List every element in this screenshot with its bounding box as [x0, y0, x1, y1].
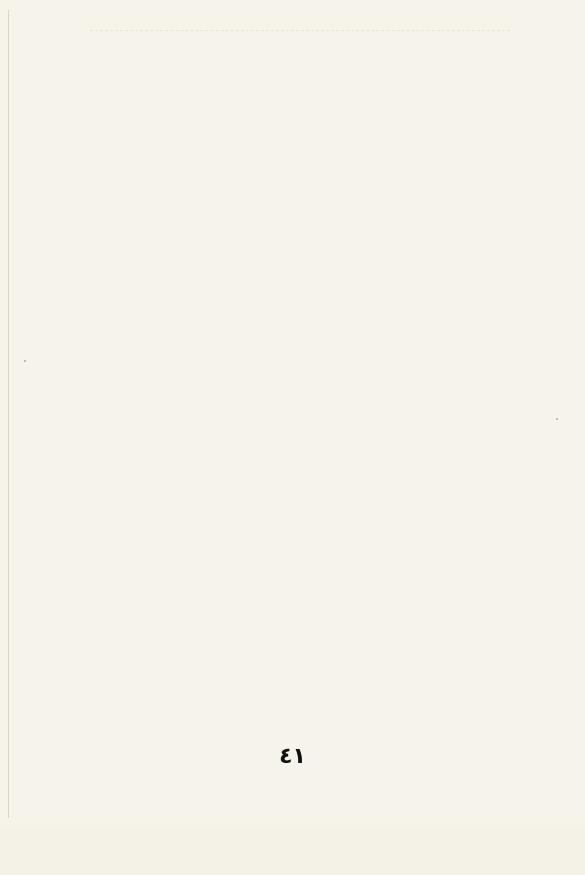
text-line [71, 236, 521, 255]
paragraph [71, 67, 521, 387]
text-line [71, 593, 521, 612]
page-number: ٤١ [0, 744, 585, 769]
text-line [71, 86, 521, 105]
text-line [71, 631, 521, 650]
text-line [71, 725, 521, 744]
text-line [71, 499, 521, 518]
paragraph [71, 387, 521, 669]
text-line [71, 67, 521, 86]
faint-header-trace [90, 30, 510, 41]
text-line [71, 612, 521, 631]
text-line [71, 274, 521, 293]
text-line [71, 819, 521, 838]
text-line [71, 368, 521, 387]
text-line [71, 575, 521, 594]
text-line [71, 687, 521, 706]
text-line [71, 255, 521, 274]
text-line [71, 781, 521, 800]
text-line [71, 669, 521, 688]
text-line [71, 217, 521, 236]
paragraph [71, 669, 521, 875]
text-line [71, 424, 521, 443]
text-line [71, 142, 521, 161]
text-line [71, 650, 521, 669]
text-line [71, 161, 521, 180]
text-line [71, 330, 521, 349]
text-line [71, 180, 521, 199]
text-line [71, 537, 521, 556]
text-line [71, 293, 521, 312]
text-line [71, 706, 521, 725]
text-line [71, 105, 521, 124]
text-line [71, 556, 521, 575]
text-line [71, 311, 521, 330]
text-line [71, 349, 521, 368]
text-line [71, 481, 521, 500]
text-line [71, 838, 521, 857]
text-line [71, 443, 521, 462]
text-line [71, 405, 521, 424]
text-line [71, 123, 521, 142]
text-line [71, 518, 521, 537]
text-line [71, 387, 521, 406]
text-line [71, 856, 521, 875]
text-line [71, 800, 521, 819]
text-line [71, 462, 521, 481]
text-line [71, 199, 521, 218]
scan-speck [24, 360, 26, 362]
scan-speck [556, 418, 558, 420]
